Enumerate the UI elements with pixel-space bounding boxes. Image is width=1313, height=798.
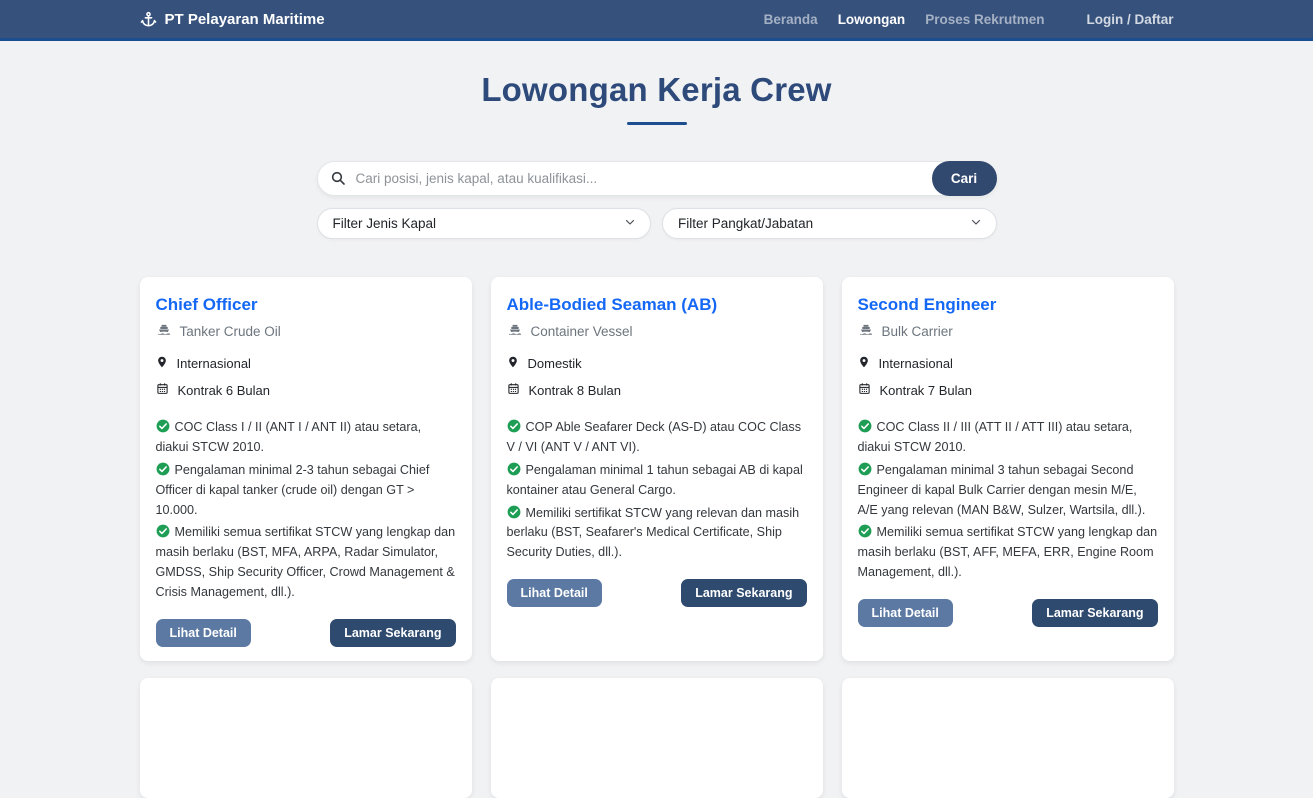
job-title: Chief Officer <box>155 295 258 314</box>
search-icon <box>330 170 346 191</box>
navbar <box>0 0 1313 41</box>
detail-button[interactable]: Lihat Detail <box>507 579 602 607</box>
requirement-text: Pengalaman minimal 1 tahun sebagai AB di kapal kontainer atau General Cargo. <box>506 462 803 497</box>
calendar-icon <box>507 382 520 398</box>
calendar-icon <box>858 382 871 398</box>
requirement-item <box>156 523 456 603</box>
job-title: Second Engineer <box>857 295 997 314</box>
contract-label: Kontrak 7 Bulan <box>879 382 973 398</box>
requirement-text: Memiliki sertifikat STCW yang relevan dan masih berlaku (BST, Seafarer's Medical Certificate, Ship Security Duties, dll.). <box>506 505 800 560</box>
apply-button[interactable]: Lamar Sekarang <box>1032 599 1157 627</box>
job-card-partial <box>491 678 823 798</box>
vessel-type-filter-label: Filter Jenis Kapal <box>332 216 437 231</box>
nav-link-login-daftar[interactable]: Login / Daftar <box>1086 11 1174 27</box>
requirement-text: Pengalaman minimal 2-3 tahun sebagai Chief Officer di kapal tanker (crude oil) dengan GT > 10.000. <box>155 462 430 517</box>
search-button[interactable]: Cari <box>932 161 997 196</box>
vessel-type-label: Container Vessel <box>530 323 633 339</box>
map-pin-icon <box>858 355 870 372</box>
nav-links <box>764 12 1174 27</box>
contract-label: Kontrak 8 Bulan <box>528 382 622 398</box>
map-pin-icon <box>156 355 168 372</box>
location-label: Internasional <box>176 356 251 371</box>
ship-icon <box>156 322 172 340</box>
requirement-text: Pengalaman minimal 3 tahun sebagai Second Engineer di kapal Bulk Carrier dengan mesin M/E, A/E yang relevan (MAN B&W, Sulzer, Wartsila, dll.). <box>857 462 1146 517</box>
requirement-item <box>507 461 807 501</box>
job-card <box>140 277 472 661</box>
nav-link-proses-rekrutmen[interactable]: Proses Rekrutmen <box>925 11 1045 27</box>
search-bar <box>317 161 997 196</box>
ship-icon <box>507 322 523 340</box>
requirement-item <box>507 504 807 564</box>
job-title: Able-Bodied Seaman (AB) <box>506 295 718 314</box>
job-card <box>842 277 1174 661</box>
apply-button[interactable]: Lamar Sekarang <box>330 619 455 647</box>
page-title: Lowongan Kerja Crew <box>481 71 832 108</box>
job-card-partial <box>842 678 1174 798</box>
detail-button[interactable]: Lihat Detail <box>156 619 251 647</box>
vessel-type-filter-select[interactable] <box>317 208 652 239</box>
anchor-icon <box>140 11 157 28</box>
vessel-type-label: Tanker Crude Oil <box>179 323 281 339</box>
job-card-partial <box>140 678 472 798</box>
requirement-text: COC Class I / II (ANT I / ANT II) atau setara, diakui STCW 2010. <box>155 420 422 454</box>
requirement-item <box>858 523 1158 583</box>
chevron-down-icon <box>624 216 636 231</box>
requirement-text: Memiliki semua sertifikat STCW yang lengkap dan masih berlaku (BST, MFA, ARPA, Radar Simulator, GMDSS, Ship Security Officer, Crowd Management & Crisis Management, dll.). <box>155 525 456 600</box>
brand-label: PT Pelayaran Maritime <box>164 10 325 28</box>
requirement-item <box>858 418 1158 458</box>
requirement-item <box>858 461 1158 521</box>
requirement-item <box>156 461 456 521</box>
rank-filter-label: Filter Pangkat/Jabatan <box>678 216 814 231</box>
requirement-item <box>507 418 807 458</box>
next-row-cards <box>140 678 1174 798</box>
detail-button[interactable]: Lihat Detail <box>858 599 953 627</box>
requirement-text: COP Able Seafarer Deck (AS-D) atau COC Class V / VI (ANT V / ANT VI). <box>506 420 802 454</box>
ship-icon <box>858 322 874 340</box>
location-label: Domestik <box>527 356 582 371</box>
search-input[interactable] <box>317 161 997 196</box>
vessel-type-label: Bulk Carrier <box>881 323 953 339</box>
contract-label: Kontrak 6 Bulan <box>177 382 271 398</box>
requirement-text: Memiliki semua sertifikat STCW yang lengkap dan masih berlaku (BST, AFF, MEFA, ERR, Engine Room Management, dll.). <box>857 525 1158 580</box>
rank-filter-select[interactable] <box>662 208 997 239</box>
requirement-text: COC Class II / III (ATT II / ATT III) atau setara, diakui STCW 2010. <box>857 420 1133 454</box>
brand-link[interactable] <box>140 11 325 28</box>
chevron-down-icon <box>970 216 982 231</box>
location-label: Internasional <box>878 356 953 371</box>
apply-button[interactable]: Lamar Sekarang <box>681 579 806 607</box>
job-card <box>491 277 823 661</box>
nav-link-lowongan[interactable]: Lowongan <box>837 11 906 27</box>
job-cards-grid <box>140 277 1174 661</box>
nav-link-beranda[interactable]: Beranda <box>763 11 818 27</box>
map-pin-icon <box>507 355 519 372</box>
title-underline <box>627 122 687 125</box>
filters-row <box>317 208 997 239</box>
requirement-item <box>156 418 456 458</box>
calendar-icon <box>156 382 169 398</box>
